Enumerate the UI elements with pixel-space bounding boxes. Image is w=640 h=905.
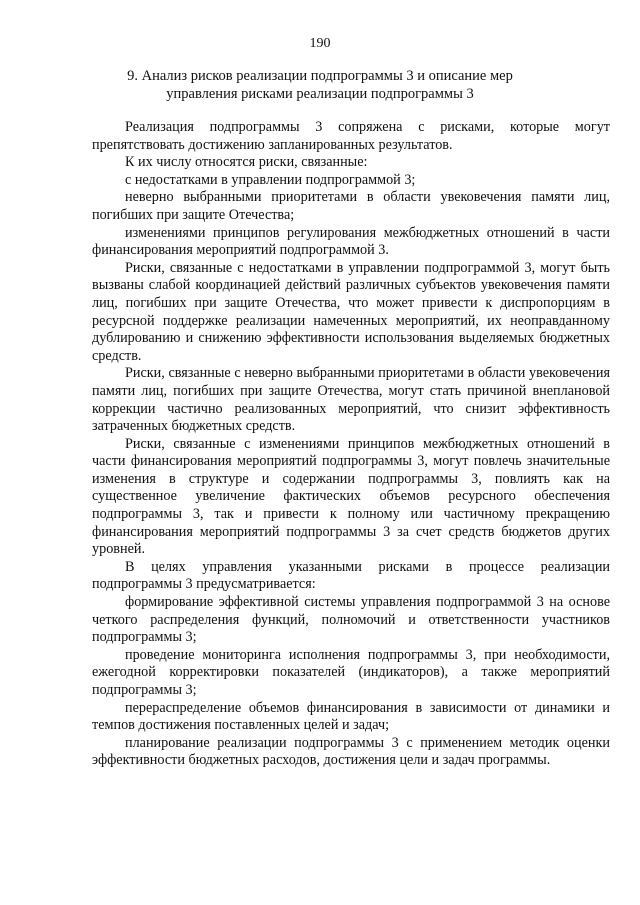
paragraph: перераспределение объемов финансирования в зависимости от динамики и темпов достижения поставленных целей и задач; <box>92 699 610 734</box>
paragraph: Реализация подпрограммы 3 сопряжена с рисками, которые могут препятствовать достижению запланированных результатов. <box>92 119 610 153</box>
paragraph: Риски, связанные с недостатками в управлении подпрограммой 3, могут быть вызваны слабой координацией действий различных субъектов увековечения памяти лиц, погибших при защите Отечества, что может привести к диспропорциям в ресурсной поддержке реализации намеченных мероприятий, их неоправданному дублированию и снижению эффективности использования выделяемых бюджетных средств. <box>92 259 610 364</box>
paragraph: планирование реализации подпрограммы 3 с применением методик оценки эффективности бюджетных расходов, достижения цели и задач программы. <box>92 734 610 769</box>
heading-line-1: 9. Анализ рисков реализации подпрограммы 3 и описание мер <box>127 68 513 84</box>
paragraph: изменениями принципов регулирования межбюджетных отношений в части финансирования мероприятий подпрограммой 3. <box>92 224 610 259</box>
heading-line-2: управления рисками реализации подпрограммы 3 <box>166 86 474 102</box>
body-text <box>92 119 610 770</box>
paragraph: проведение мониторинга исполнения подпрограммы 3, при необходимости, ежегодной корректировки показателей (индикаторов), а также мероприятий подпрограммы 3; <box>92 646 610 698</box>
paragraph: Риски, связанные с неверно выбранными приоритетами в области увековечения памяти лиц, погибших при защите Отечества, могут стать причиной внеплановой коррекции частично реализованных мероприятий, что снизит эффективность затраченных бюджетных средств. <box>92 365 610 435</box>
paragraph: Риски, связанные с изменениями принципов межбюджетных отношений в части финансирования мероприятий подпрограммы 3, могут повлечь значительные изменения в структуре и содержании подпрограммы 3, повлиять как на существенное увеличение фактических объемов ресурсного обеспечения подпрограммы 3, так и привести к полному или частичному прекращению финансирования мероприятий подпрограммы 3 за счет средств бюджетов других уровней. <box>92 435 610 558</box>
section-heading <box>120 67 520 103</box>
paragraph: формирование эффективной системы управления подпрограммой 3 на основе четкого распределения функций, полномочий и ответственности участников подпрограммы 3; <box>92 594 610 646</box>
paragraph: с недостатками в управлении подпрограммой 3; <box>125 171 416 188</box>
paragraph: В целях управления указанными рисками в процессе реализации подпрограммы 3 предусматривается: <box>92 558 610 593</box>
paragraph: неверно выбранными приоритетами в области увековечения памяти лиц, погибших при защите Отечества; <box>92 189 610 223</box>
page-number: 190 <box>309 36 331 51</box>
paragraph: К их числу относятся риски, связанные: <box>125 154 368 171</box>
